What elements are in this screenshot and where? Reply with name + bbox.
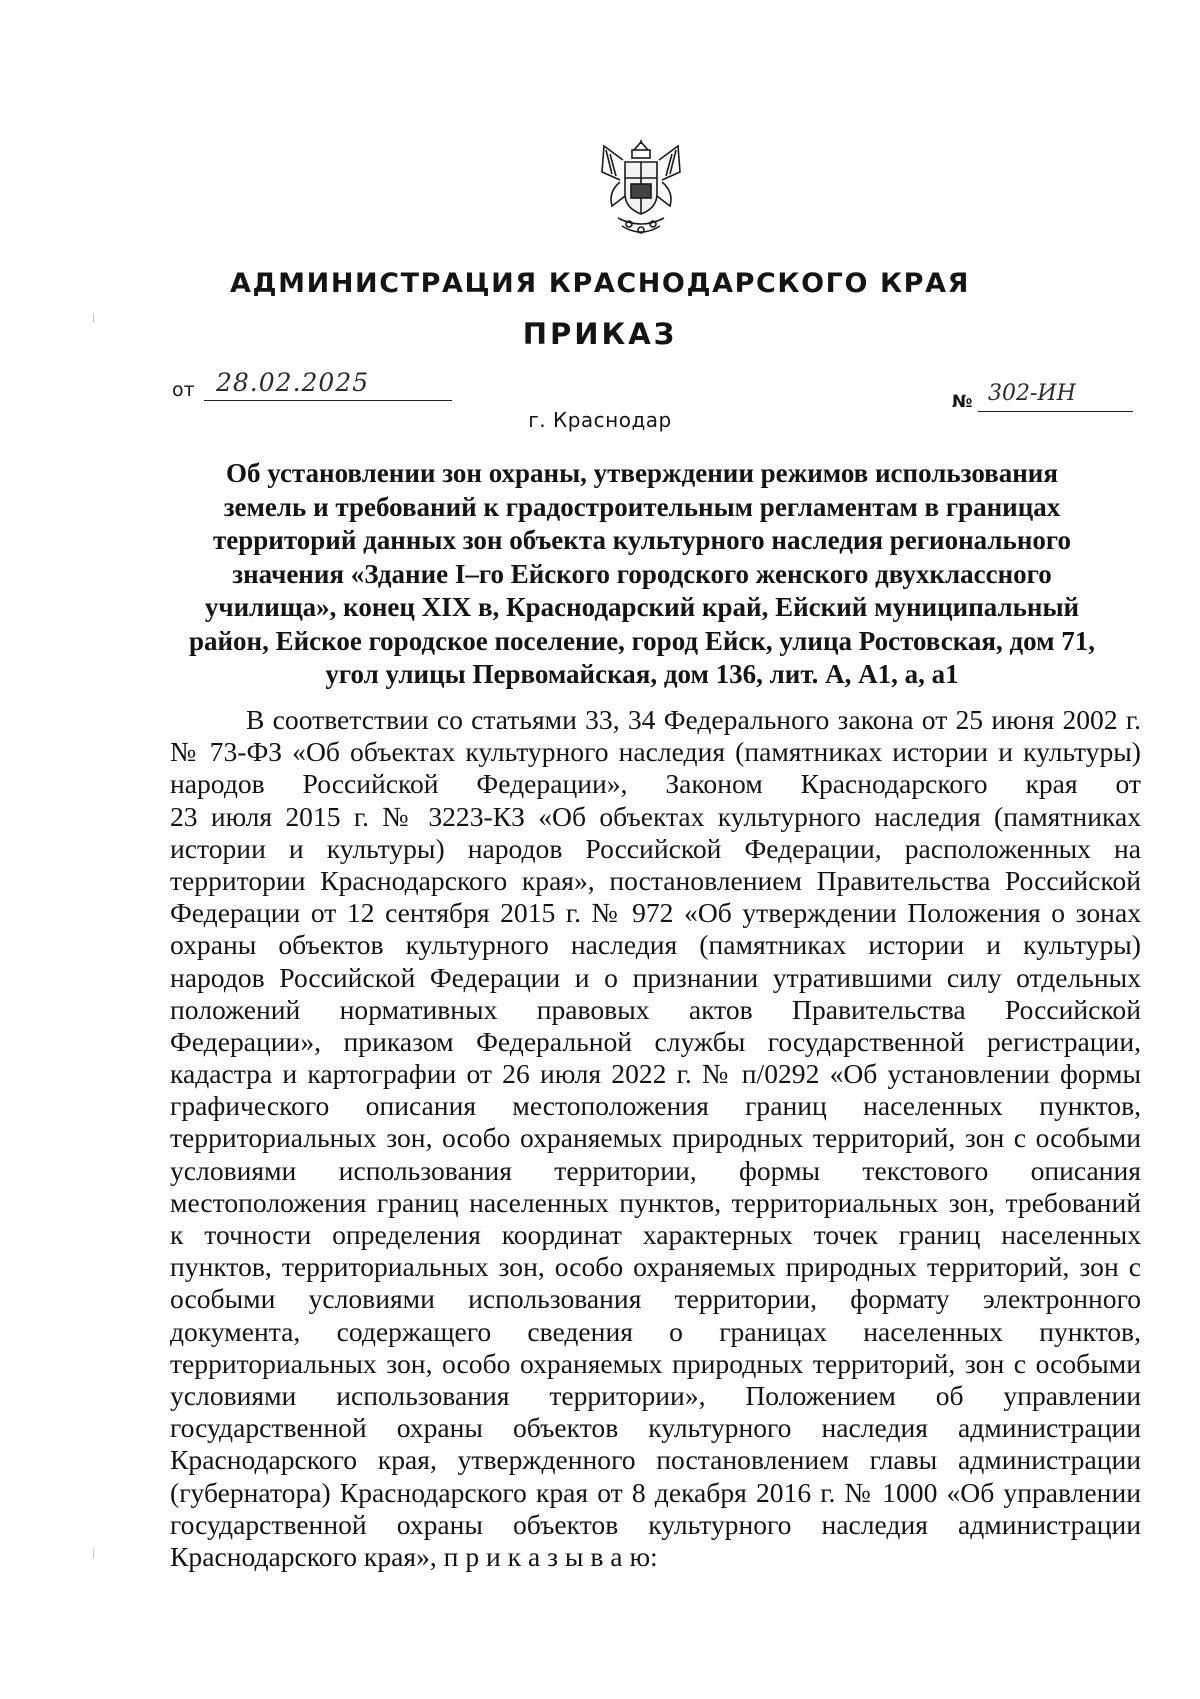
- body-line: истории и культуры) народов Российской Федерации, расположенных на: [170, 832, 1141, 864]
- body-line: 23 июля 2015 г. № 3223-КЗ «Об объектах культурного наследия (памятниках: [170, 800, 1141, 832]
- body-line: государственной охраны объектов культурного наследия администрации: [170, 1412, 1141, 1444]
- number-handwritten: 302-ИН: [978, 372, 1133, 412]
- body-line: народов Российской Федерации и о признании утратившими силу отдельных: [170, 961, 1141, 993]
- body-line: к точности определения координат характерных точек границ населенных: [170, 1219, 1141, 1250]
- body-line: Федерации от 12 сентября 2015 г. № 972 «Об утверждении Положения о зонах: [170, 897, 1141, 929]
- body-line: графического описания местоположения границ населенных пунктов,: [170, 1090, 1141, 1122]
- body-line: охраны объектов культурного наследия (памятниках истории и культуры): [170, 929, 1141, 961]
- body-line: территориальных зон, особо охраняемых природных территорий, зон с особыми: [170, 1122, 1141, 1154]
- scan-mark: [93, 313, 94, 323]
- body-line: (губернатора) Краснодарского края от 8 декабря 2016 г. № 1000 «Об управлении: [170, 1476, 1141, 1508]
- body-line: Федерации», приказом Федеральной службы государственной регистрации,: [170, 1025, 1141, 1057]
- title-line: значения «Здание I–го Ейского городского женского двухклассного: [232, 558, 1052, 589]
- body-line: территориальных зон, особо охраняемых природных территорий, зон с особыми: [170, 1347, 1141, 1379]
- body-line: № 73-ФЗ «Об объектах культурного наследия (памятниках истории и культуры): [170, 736, 1141, 768]
- title-line: угол улицы Первомайская, дом 136, лит. А, А1, а, а1: [325, 659, 959, 689]
- body-line: Краснодарского края, утвержденного постановлением главы администрации: [170, 1444, 1141, 1476]
- body-line: кадастра и картографии от 26 июля 2022 г. № п/0292 «Об установлении формы: [170, 1058, 1141, 1090]
- title-line: территорий данных зон объекта культурного наследия регионального: [213, 525, 1071, 555]
- body-line: условиями использования территории, формы текстового описания: [170, 1154, 1141, 1186]
- body-line: государственной охраны объектов культурного наследия администрации: [170, 1508, 1141, 1540]
- body-line: условиями использования территории», Положением об управлении: [170, 1379, 1141, 1411]
- body-line: территории Краснодарского края», постановлением Правительства Российской: [170, 864, 1141, 896]
- body-line: Краснодарского края», п р и к а з ы в а ю:: [170, 1540, 658, 1572]
- body-line: пунктов, территориальных зон, особо охраняемых природных территорий, зон с: [170, 1251, 1141, 1283]
- body-line: положений нормативных правовых актов Правительства Российской: [170, 993, 1141, 1025]
- document-type: ПРИКАЗ: [522, 317, 678, 351]
- title-line: Об установлении зон охраны, утверждении режимов использования: [226, 458, 1058, 488]
- title-line: район, Ейское городское поселение, город Ейск, улица Ростовская, дом 71,: [188, 625, 1095, 656]
- body-line: документа, содержащего сведения о границах населенных пунктов,: [170, 1315, 1141, 1347]
- number-label: №: [952, 392, 973, 412]
- scan-mark: [93, 1548, 94, 1558]
- body-line: народов Российской Федерации», Законом Краснодарского края от: [170, 768, 1141, 800]
- city: г. Краснодар: [528, 408, 672, 432]
- agency-name: АДМИНИСТРАЦИЯ КРАСНОДАРСКОГО КРАЯ: [230, 268, 970, 299]
- preamble-paragraph: [170, 704, 1141, 1573]
- date-label: от: [172, 379, 195, 401]
- body-line: особыми условиями использования территории, формату электронного: [170, 1283, 1141, 1315]
- body-line: местоположения границ населенных пунктов, территориальных зон, требований: [170, 1186, 1141, 1218]
- document-title: [150, 457, 1134, 692]
- title-line: земель и требований к градостроительным регламентам в границах: [223, 491, 1061, 522]
- title-line: училища», конец XIX в, Краснодарский край, Ейский муниципальный: [204, 592, 1080, 622]
- body-line: В соответствии со статьями 33, 34 Федерального закона от 25 июня 2002 г.: [246, 704, 1141, 735]
- coat-of-arms-icon: [598, 140, 684, 242]
- date-handwritten: 28.02.2025: [204, 361, 452, 401]
